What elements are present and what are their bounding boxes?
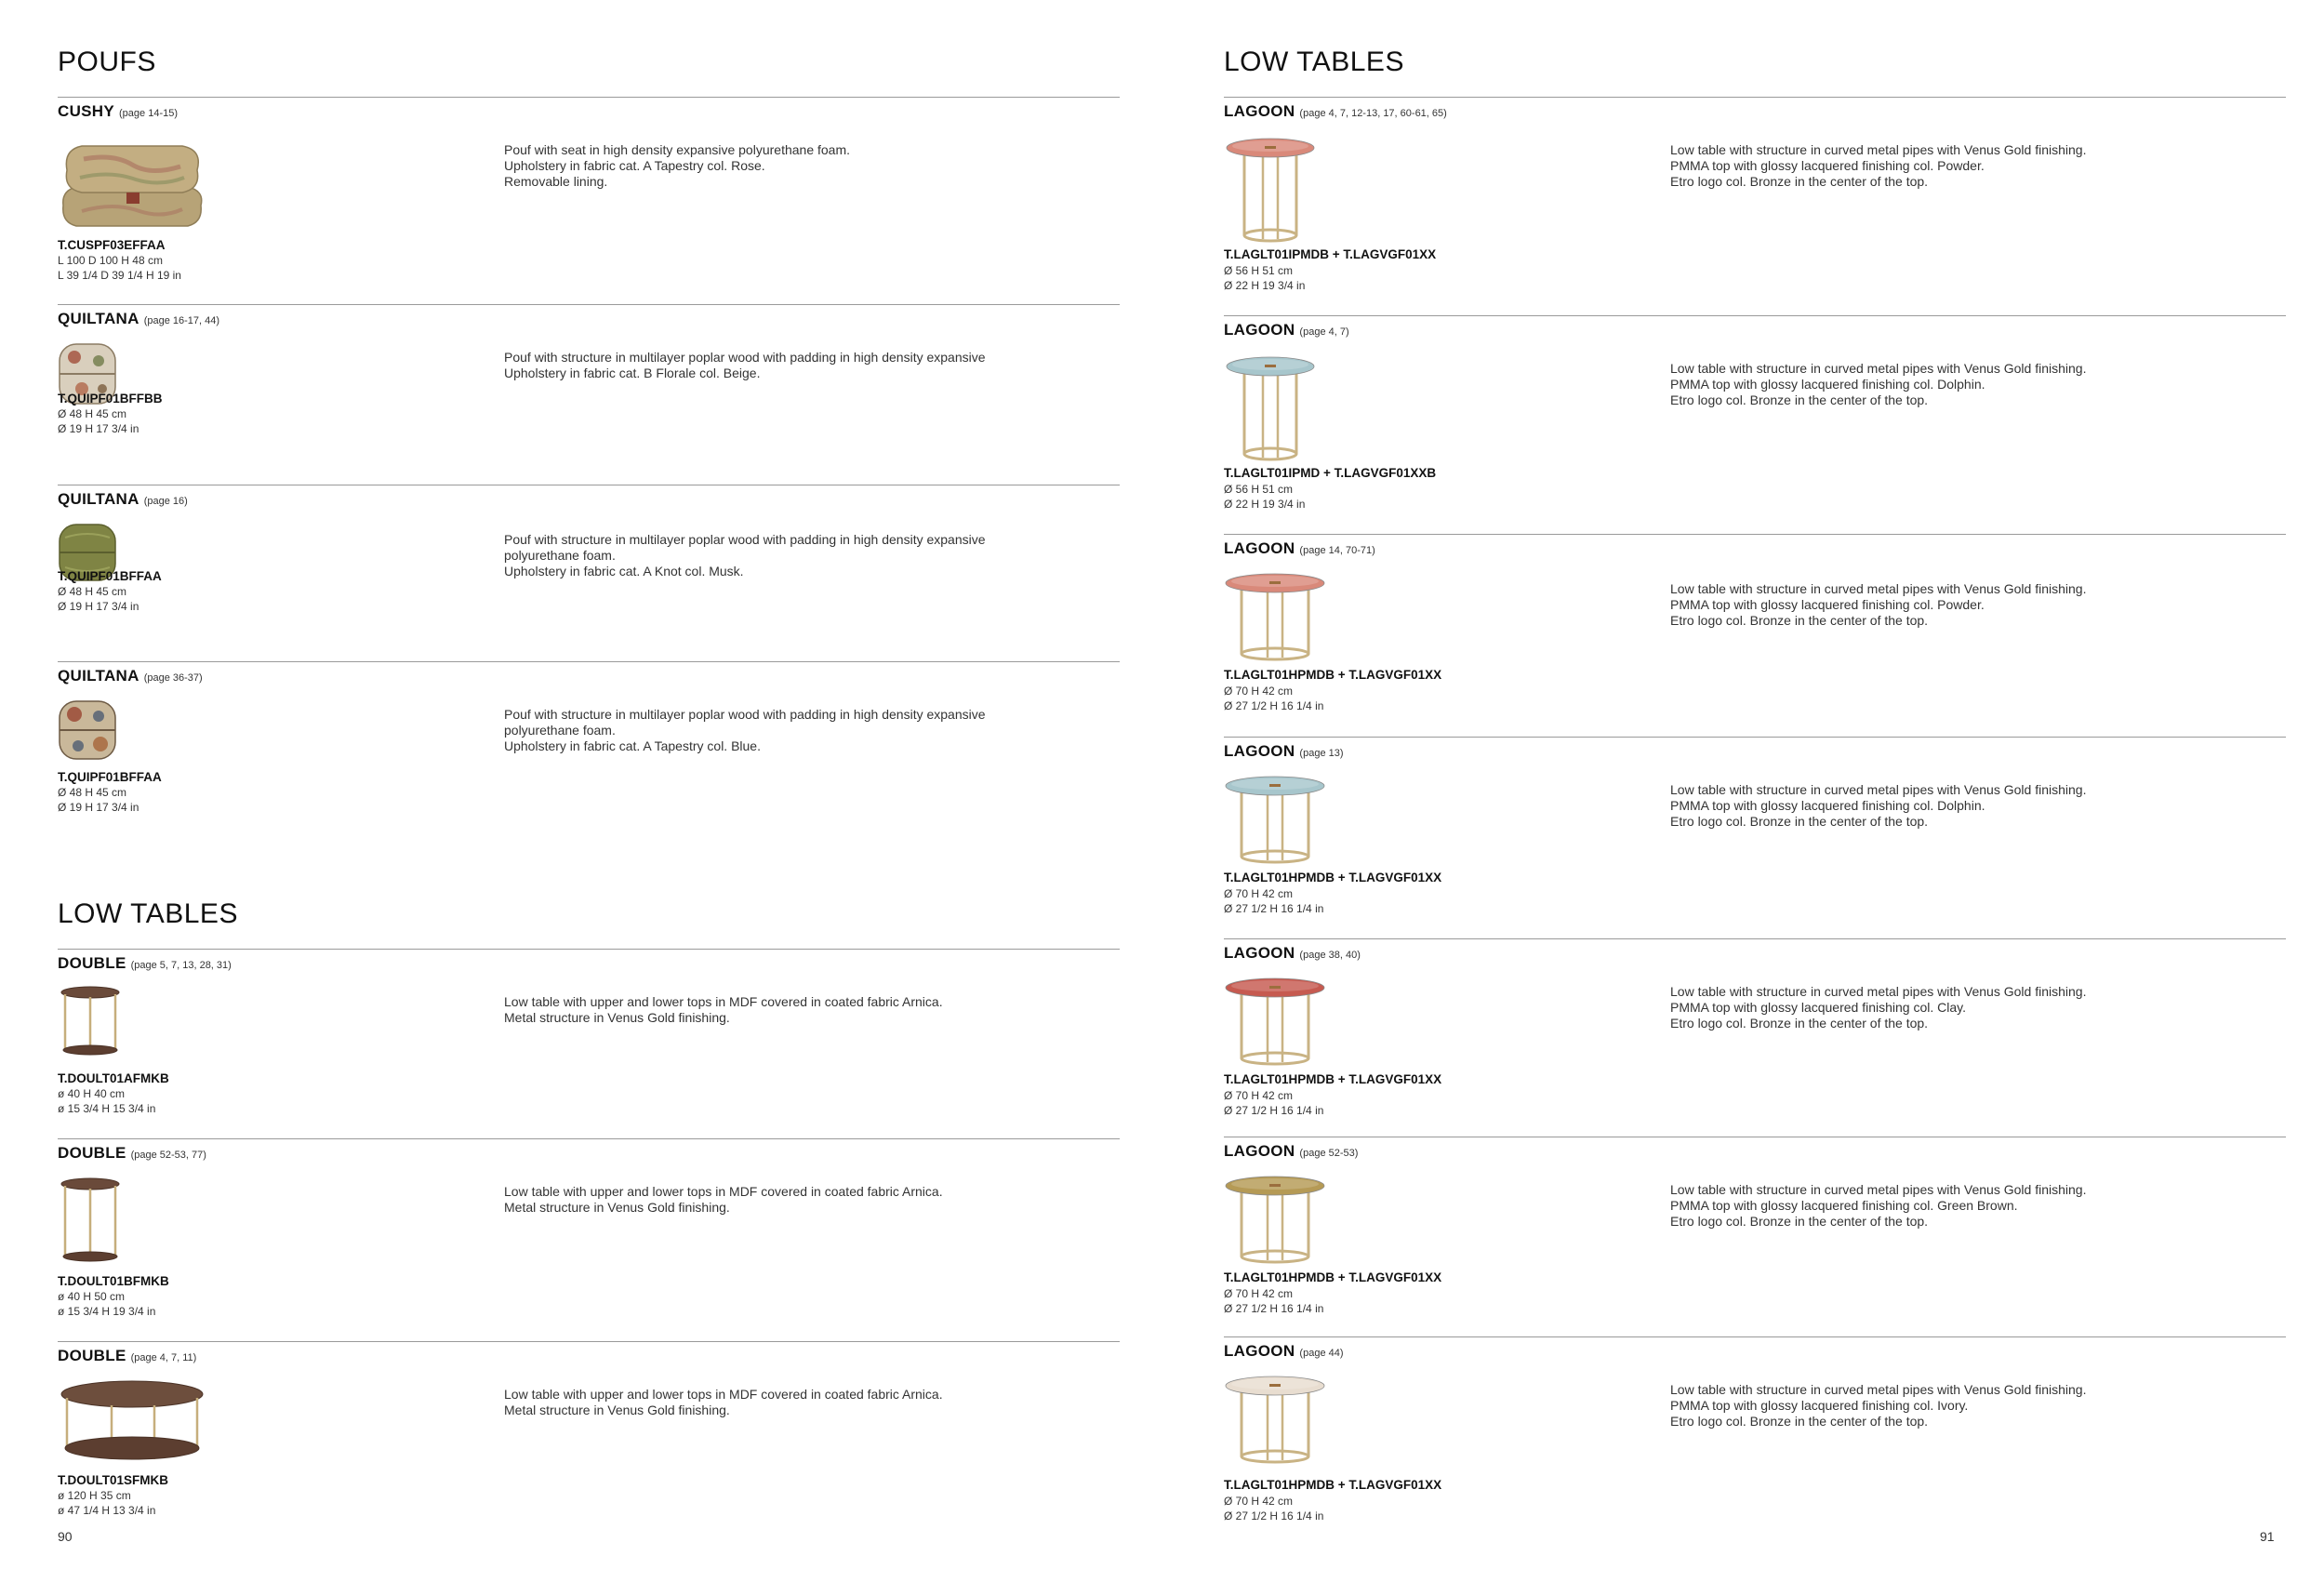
product-code: T.LAGLT01HPMDB + T.LAGVGF01XX	[1224, 1270, 1442, 1284]
product-dimensions-cm: Ø 70 H 42 cm	[1224, 685, 1294, 698]
product-code: T.QUIPF01BFFBB	[58, 392, 163, 406]
product-code: T.LAGLT01IPMD + T.LAGVGF01XXB	[1224, 466, 1437, 480]
quilted-pouf-blue-image	[58, 698, 117, 763]
product-dimensions-in: ø 15 3/4 H 19 3/4 in	[58, 1305, 156, 1318]
product-entry-lagoon	[1224, 737, 2286, 915]
product-dimensions-in: Ø 27 1/2 H 16 1/4 in	[1224, 699, 1324, 712]
product-name: DOUBLE	[58, 1144, 126, 1162]
product-pages: (page 14-15)	[119, 108, 179, 119]
product-description: Pouf with seat in high density expansive polyurethane foam. Upholstery in fabric cat. A Tapestry col. Rose. Removable lining.	[504, 142, 851, 189]
product-description: Low table with structure in curved metal pipes with Venus Gold finishing. PMMA top with glossy lacquered finishing col. Powder. Etro logo col. Bronze in the center of the top.	[1670, 142, 2087, 189]
cushion-pouf-image	[58, 133, 206, 235]
product-dimensions-cm: Ø 48 H 45 cm	[58, 407, 127, 420]
product-name: LAGOON	[1224, 944, 1295, 962]
product-dimensions-in: ø 47 1/4 H 13 3/4 in	[58, 1504, 156, 1517]
product-code: T.QUIPF01BFFAA	[58, 770, 162, 784]
product-description: Low table with structure in curved metal pipes with Venus Gold finishing. PMMA top with glossy lacquered finishing col. Dolphin. Etro logo col. Bronze in the center of the top.	[1670, 361, 2087, 407]
product-pages: (page 13)	[1299, 748, 1344, 759]
section-title-poufs: POUFS	[58, 47, 156, 77]
lagoon-table-image	[1224, 353, 1317, 463]
product-entry-lagoon	[1224, 97, 2286, 292]
lagoon-table-image	[1224, 975, 1326, 1068]
product-code: T.QUIPF01BFFAA	[58, 569, 162, 583]
product-code: T.DOULT01SFMKB	[58, 1473, 169, 1487]
product-name: LAGOON	[1224, 539, 1295, 557]
product-pages: (page 44)	[1299, 1348, 1344, 1359]
product-entry-lagoon	[1224, 938, 2286, 1117]
product-dimensions-cm: Ø 70 H 42 cm	[1224, 1287, 1294, 1300]
product-name: LAGOON	[1224, 1142, 1295, 1160]
product-description: Low table with upper and lower tops in MDF covered in coated fabric Arnica. Metal structure in Venus Gold finishing.	[504, 1387, 943, 1417]
product-entry-lagoon	[1224, 534, 2286, 712]
product-pages: (page 14, 70-71)	[1299, 545, 1375, 556]
product-code: T.DOULT01BFMKB	[58, 1274, 169, 1288]
product-description: Pouf with structure in multilayer poplar wood with padding in high density expansive polyurethane foam. Upholstery in fabric cat. A Tapestry col. Blue.	[504, 707, 986, 753]
product-code: T.LAGLT01HPMDB + T.LAGVGF01XX	[1224, 1478, 1442, 1492]
product-pages: (page 52-53, 77)	[130, 1150, 206, 1161]
double-table-tall-image	[58, 1177, 123, 1266]
product-description: Low table with structure in curved metal pipes with Venus Gold finishing. PMMA top with glossy lacquered finishing col. Clay. Etro logo col. Bronze in the center of the top.	[1670, 984, 2087, 1030]
product-pages: (page 36-37)	[143, 672, 203, 684]
product-dimensions-cm: L 100 D 100 H 48 cm	[58, 254, 163, 267]
product-code: T.DOULT01AFMKB	[58, 1071, 169, 1085]
product-dimensions-cm: ø 40 H 40 cm	[58, 1087, 126, 1100]
product-code: T.LAGLT01HPMDB + T.LAGVGF01XX	[1224, 871, 1442, 884]
product-name: LAGOON	[1224, 1342, 1295, 1360]
product-name: CUSHY	[58, 102, 115, 120]
product-name: LAGOON	[1224, 742, 1295, 760]
product-entry-double-large	[58, 1341, 1120, 1517]
double-table-large-image	[58, 1379, 206, 1463]
product-code: T.LAGLT01IPMDB + T.LAGVGF01XX	[1224, 247, 1437, 261]
double-table-small-image	[58, 985, 123, 1059]
lagoon-table-image	[1224, 135, 1317, 245]
product-dimensions-cm: ø 120 H 35 cm	[58, 1489, 131, 1502]
product-dimensions-cm: Ø 48 H 45 cm	[58, 585, 127, 598]
product-dimensions-cm: Ø 70 H 42 cm	[1224, 1089, 1294, 1102]
product-name: QUILTANA	[58, 490, 139, 508]
product-entry-quiltana-beige	[58, 304, 1120, 435]
product-dimensions-in: Ø 22 H 19 3/4 in	[1224, 279, 1306, 292]
product-entry-double-small	[58, 949, 1120, 1115]
product-dimensions-cm: Ø 56 H 51 cm	[1224, 264, 1294, 277]
product-dimensions-in: Ø 27 1/2 H 16 1/4 in	[1224, 1302, 1324, 1315]
product-dimensions-cm: Ø 70 H 42 cm	[1224, 887, 1294, 900]
product-name: DOUBLE	[58, 954, 126, 972]
product-pages: (page 16)	[143, 496, 188, 507]
product-dimensions-in: Ø 19 H 17 3/4 in	[58, 801, 139, 814]
product-pages: (page 52-53)	[1299, 1148, 1359, 1159]
product-entry-lagoon	[1224, 315, 2286, 511]
product-dimensions-cm: ø 40 H 50 cm	[58, 1290, 126, 1303]
product-dimensions-cm: Ø 56 H 51 cm	[1224, 483, 1294, 496]
product-pages: (page 4, 7)	[1299, 326, 1349, 338]
product-description: Low table with upper and lower tops in MDF covered in coated fabric Arnica. Metal structure in Venus Gold finishing.	[504, 1184, 943, 1215]
product-pages: (page 38, 40)	[1299, 950, 1361, 961]
product-dimensions-in: Ø 27 1/2 H 16 1/4 in	[1224, 1509, 1324, 1522]
product-dimensions-in: Ø 27 1/2 H 16 1/4 in	[1224, 1104, 1324, 1117]
product-description: Low table with structure in curved metal pipes with Venus Gold finishing. PMMA top with glossy lacquered finishing col. Green Brown. Etro logo col. Bronze in the center of the top.	[1670, 1182, 2087, 1229]
product-pages: (page 5, 7, 13, 28, 31)	[130, 960, 232, 971]
product-name: LAGOON	[1224, 321, 1295, 339]
page-number-left: 90	[58, 1529, 73, 1544]
product-dimensions-in: Ø 19 H 17 3/4 in	[58, 422, 139, 435]
product-name: QUILTANA	[58, 310, 139, 327]
product-entry-double-tall	[58, 1138, 1120, 1318]
product-dimensions-in: ø 15 3/4 H 15 3/4 in	[58, 1102, 156, 1115]
lagoon-table-image	[1224, 570, 1326, 663]
product-name: LAGOON	[1224, 102, 1295, 120]
product-code: T.CUSPF03EFFAA	[58, 238, 166, 252]
product-code: T.LAGLT01HPMDB + T.LAGVGF01XX	[1224, 1072, 1442, 1086]
product-pages: (page 4, 7, 12-13, 17, 60-61, 65)	[1299, 108, 1447, 119]
product-name: QUILTANA	[58, 667, 139, 685]
lagoon-table-image	[1224, 1173, 1326, 1266]
product-description: Low table with upper and lower tops in MDF covered in coated fabric Arnica. Metal structure in Venus Gold finishing.	[504, 994, 943, 1025]
product-dimensions-in: Ø 22 H 19 3/4 in	[1224, 498, 1306, 511]
product-description: Low table with structure in curved metal pipes with Venus Gold finishing. PMMA top with glossy lacquered finishing col. Powder. Etro logo col. Bronze in the center of the top.	[1670, 581, 2087, 628]
product-dimensions-cm: Ø 70 H 42 cm	[1224, 1495, 1294, 1508]
product-code: T.LAGLT01HPMDB + T.LAGVGF01XX	[1224, 668, 1442, 682]
product-description: Pouf with structure in multilayer poplar wood with padding in high density expansive polyurethane foam. Upholstery in fabric cat. A Knot col. Musk.	[504, 532, 986, 578]
product-description: Low table with structure in curved metal pipes with Venus Gold finishing. PMMA top with glossy lacquered finishing col. Ivory. Etro logo col. Bronze in the center of the top.	[1670, 1382, 2087, 1429]
section-title-low-tables: LOW TABLES	[58, 898, 238, 929]
product-description: Pouf with structure in multilayer poplar wood with padding in high density expansive Upholstery in fabric cat. B Florale col. Beige.	[504, 350, 986, 380]
product-dimensions-in: Ø 19 H 17 3/4 in	[58, 600, 139, 613]
product-dimensions-in: L 39 1/4 D 39 1/4 H 19 in	[58, 269, 181, 282]
product-pages: (page 16-17, 44)	[143, 315, 220, 326]
lagoon-table-image	[1224, 773, 1326, 866]
page-number-right: 91	[2260, 1529, 2275, 1544]
product-name: DOUBLE	[58, 1347, 126, 1364]
lagoon-table-image	[1224, 1373, 1326, 1466]
section-title-low-tables: LOW TABLES	[1224, 47, 1404, 77]
product-description: Low table with structure in curved metal pipes with Venus Gold finishing. PMMA top with glossy lacquered finishing col. Dolphin. Etro logo col. Bronze in the center of the top.	[1670, 782, 2087, 829]
product-dimensions-in: Ø 27 1/2 H 16 1/4 in	[1224, 902, 1324, 915]
product-entry-lagoon	[1224, 1336, 2286, 1522]
product-entry-cushy	[58, 97, 1120, 282]
product-entry-quiltana-blue	[58, 661, 1120, 814]
product-pages: (page 4, 7, 11)	[130, 1352, 197, 1363]
product-dimensions-cm: Ø 48 H 45 cm	[58, 786, 127, 799]
